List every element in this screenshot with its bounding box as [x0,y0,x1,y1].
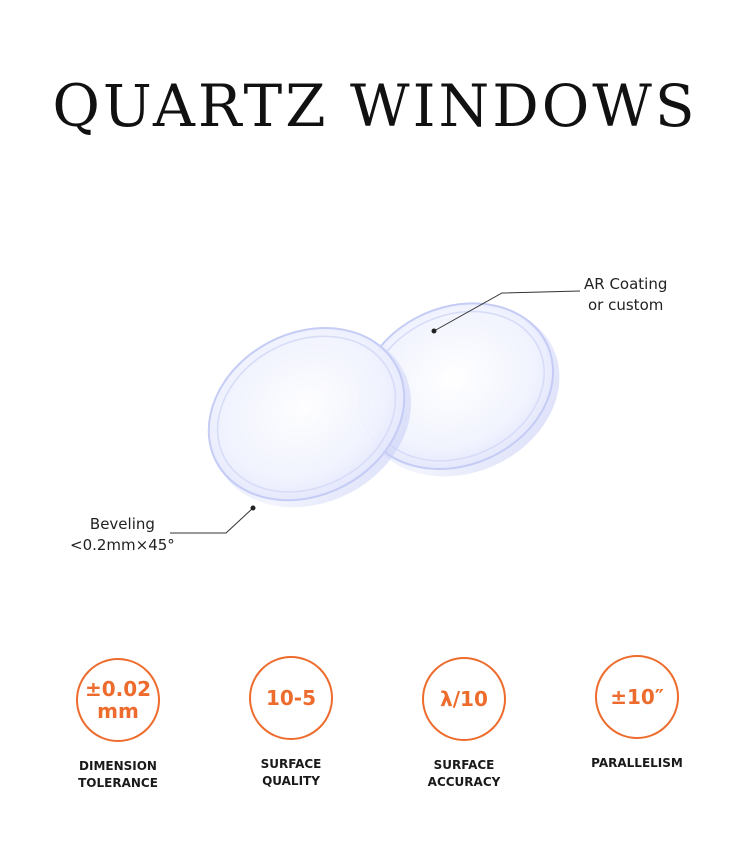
callout-line: Beveling [89,515,155,533]
ar-coating-callout [584,274,667,316]
spec-label [221,756,361,790]
spec-label [48,758,188,792]
beveling-callout [70,514,175,556]
spec-value: ±0.02 [84,677,152,701]
page-title: QUARTZ WINDOWS [52,72,698,140]
spec-value: mm [97,699,139,723]
spec-label-line: PARALLELISM [591,756,683,770]
spec-label-line: QUALITY [262,774,320,788]
spec-label-line: TOLERANCE [78,776,158,790]
spec-label-line: DIMENSION [79,759,157,773]
spec-value-circle [595,655,679,739]
beveling-leader [170,506,256,534]
spec-surface-quality [221,656,361,790]
spec-label-line: SURFACE [260,757,322,771]
spec-value-circle [249,656,333,740]
spec-value: 10-5 [265,686,317,710]
spec-value: λ/10 [440,687,488,711]
spec-value-circle [76,658,160,742]
callout-line: AR Coating [584,275,668,293]
spec-value: ±10″ [610,685,664,709]
spec-label [567,755,707,772]
spec-label [394,757,534,791]
callout-line: <0.2mm×45° [70,536,175,554]
spec-dimension-tolerance [48,658,188,792]
spec-parallelism [567,655,707,772]
spec-surface-accuracy [394,657,534,791]
callout-line: or custom [588,296,664,314]
spec-label-line: SURFACE [433,758,495,772]
spec-value-circle [422,657,506,741]
spec-label-line: ACCURACY [427,775,501,789]
